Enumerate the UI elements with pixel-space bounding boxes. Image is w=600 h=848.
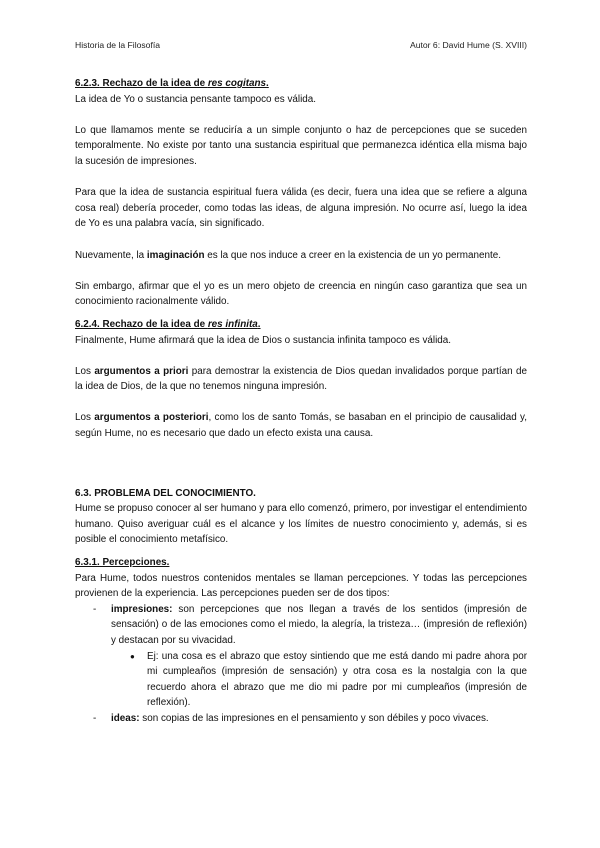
perception-types-list bbox=[75, 602, 527, 727]
section-number: 6.2.4. bbox=[75, 318, 100, 330]
section-number: 6.2.3. bbox=[75, 78, 100, 89]
paragraph bbox=[75, 410, 527, 441]
bold-term: argumentos a priori bbox=[94, 365, 189, 377]
paragraph bbox=[75, 364, 527, 395]
paragraph: Hume se propuso conocer al ser humano y para ello comenzó, primero, por investigar el entendimiento humano. Quiso averiguar cuál es el alcance y los límites de nuestro conocimiento y, además, si es posible el conocimiento metafísico. bbox=[75, 503, 527, 546]
header-subject: Historia de la Filosofía bbox=[75, 40, 161, 50]
page-header bbox=[75, 40, 527, 50]
bold-term: argumentos a posteriori bbox=[94, 412, 209, 424]
section-title-italic: res infinita bbox=[207, 318, 258, 330]
paragraph: Para que la idea de sustancia espiritual fuera válida (es decir, fuera una idea que se refiere a alguna cosa real) debería proceder, como todas las ideas, de alguna impresión. No ocurre así, luego la idea de Yo es una palabra vacía, sin significado. bbox=[75, 187, 527, 230]
text: son copias de las impresiones en el pensamiento y son débiles y poco vivaces. bbox=[139, 712, 489, 724]
paragraph: Sin embargo, afirmar que el yo es un mero objeto de creencia en ningún caso garantiza que sea un conocimiento racionalmente válido. bbox=[75, 280, 527, 308]
section-title-end: . bbox=[266, 78, 269, 89]
dash-marker: - bbox=[93, 712, 97, 724]
text: Los bbox=[75, 365, 95, 377]
text: para demostrar la existencia de Dios quedan invalidados porque partían de la idea de Dios, de la que no tenemos ninguna impresión. bbox=[75, 365, 527, 393]
section-title-text: Rechazo de la idea de bbox=[99, 318, 208, 330]
bold-term: imaginación bbox=[146, 249, 205, 261]
section-6-3-1-title: 6.3.1. Percepciones. bbox=[75, 557, 170, 569]
paragraph: La idea de Yo o sustancia pensante tampoco es válida. bbox=[75, 93, 317, 105]
paragraph: Para Hume, todos nuestros contenidos mentales se llaman percepciones. Y todas las percepciones provienen de la experiencia. Las percepciones pueden ser de dos tipos: bbox=[75, 572, 527, 600]
text: Nuevamente, la bbox=[75, 249, 147, 261]
document-body bbox=[75, 76, 527, 727]
section-6-2-3-title bbox=[75, 76, 527, 92]
text: Los bbox=[75, 412, 95, 424]
example-list bbox=[111, 649, 527, 711]
section-title-end: . bbox=[257, 318, 261, 330]
section-title-text: Rechazo de la idea de bbox=[99, 78, 208, 89]
text: Ej: una cosa es el abrazo que estoy sintiendo que me está dando mi padre ahora por mi cumpleaños (impresión de sensación) y otra cosa es la nostalgia con la que recuerdo ahora el abrazo que me dio mi padre por mi cumpleaños (impresión de reflexión). bbox=[147, 650, 527, 709]
list-item-ideas bbox=[75, 711, 527, 727]
example-item bbox=[111, 649, 527, 711]
text: son percepciones que nos llegan a través de los sentidos (impresión de sensación) o de las emociones como el miedo, la alegría, la tristeza… (impresión de reflexión) y destacan por su vivacidad. bbox=[111, 603, 527, 646]
bullet-marker: ● bbox=[130, 651, 135, 661]
paragraph bbox=[75, 248, 527, 264]
section-6-3-title: 6.3. PROBLEMA DEL CONOCIMIENTO. bbox=[75, 487, 256, 499]
text: , como los de santo Tomás, se basaban en el principio de causalidad y, según Hume, no es necesario que dado un efecto exista una causa. bbox=[75, 412, 527, 440]
paragraph: Lo que llamamos mente se reduciría a un simple conjunto o haz de percepciones que se suceden temporalmente. No existe por tanto una sustancia espiritual que permanezca idéntica ella misma bajo la sucesión de impresiones. bbox=[75, 124, 527, 167]
bold-term: impresiones: bbox=[111, 603, 173, 615]
paragraph: Finalmente, Hume afirmará que la idea de Dios o sustancia infinita tampoco es válida. bbox=[75, 334, 451, 346]
header-author: Autor 6: David Hume (S. XVIII) bbox=[409, 40, 527, 50]
dash-marker: - bbox=[93, 603, 97, 615]
text: es la que nos induce a creer en la existencia de un yo permanente. bbox=[204, 249, 501, 261]
section-6-2-4-title bbox=[75, 317, 527, 333]
section-title-italic: res cogitans bbox=[207, 78, 267, 89]
bold-term: ideas: bbox=[111, 712, 140, 724]
list-item-impresiones bbox=[75, 602, 527, 711]
